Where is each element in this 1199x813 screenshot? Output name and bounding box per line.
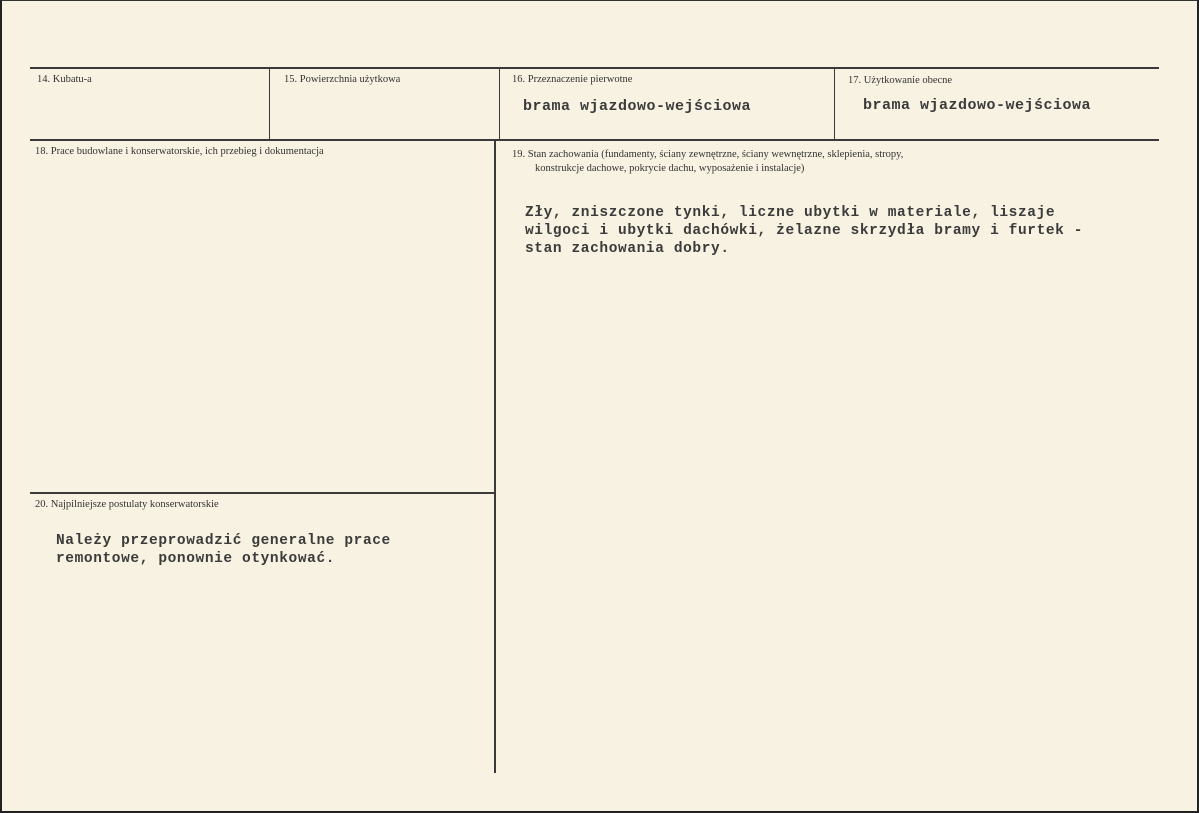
col-divider-15	[269, 68, 270, 140]
field-19-label-line2: konstrukcje dachowe, pokrycie dachu, wyposażenie i instalacje)	[535, 163, 805, 174]
row-divider	[30, 139, 1159, 141]
field-19-value-line: wilgoci i ubytki dachówki, żelazne skrzydła bramy i furtek -	[525, 223, 1084, 239]
field-20-value-line: remontowe, ponownie otynkować.	[56, 551, 336, 567]
field-16-label: 16. Przeznaczenie pierwotne	[512, 74, 633, 85]
field-18-label: 18. Prace budowlane i konserwatorskie, ich przebieg i dokumentacja	[35, 146, 324, 157]
field-19-value-line: Zły, zniszczone tynki, liczne ubytki w materiale, liszaje	[525, 205, 1056, 221]
field-19-label-line1: 19. Stan zachowania (fundamenty, ściany zewnętrzne, ściany wewnętrzne, sklepienia, stropy,	[512, 149, 904, 160]
col-divider-17	[834, 68, 835, 140]
field-17-value: brama wjazdowo-wejściowa	[863, 97, 1092, 114]
col-divider-main	[494, 140, 496, 773]
field-15-label: 15. Powierzchnia użytkowa	[284, 74, 401, 85]
field-19-value-line: stan zachowania dobry.	[525, 241, 730, 257]
field-14-label: 14. Kubatu-a	[37, 74, 92, 85]
section-20-divider	[30, 492, 495, 494]
field-17-label: 17. Użytkowanie obecne	[848, 75, 953, 86]
field-20-value-line: Należy przeprowadzić generalne prace	[56, 533, 391, 549]
field-16-value: brama wjazdowo-wejściowa	[523, 98, 752, 115]
field-20-label: 20. Najpilniejsze postulaty konserwatorskie	[35, 499, 219, 510]
col-divider-16	[499, 68, 500, 140]
top-rule	[30, 67, 1159, 69]
